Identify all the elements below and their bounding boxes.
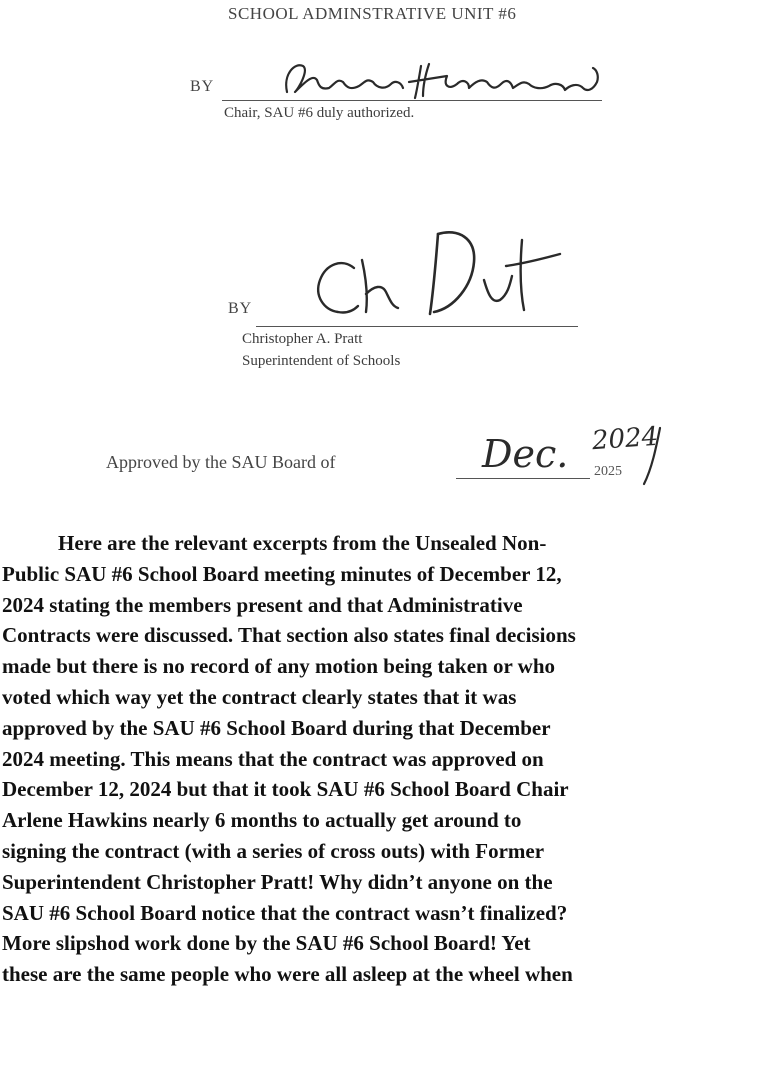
signer2-name: Christopher A. Pratt <box>242 331 363 347</box>
excerpt-line: voted which way yet the contract clearly states that it was <box>2 684 517 709</box>
excerpt-line: signing the contract (with a series of cross outs) with Former <box>2 838 545 863</box>
signer2-title: Superintendent of Schools <box>242 353 401 369</box>
excerpt-line: December 12, 2024 but that it took SAU #6 School Board Chair <box>2 777 569 802</box>
signer2-handwritten-signature <box>262 220 582 330</box>
approval-label: Approved by the SAU Board of <box>106 452 336 472</box>
excerpt-line: Contracts were discussed. That section also states final decisions <box>2 623 576 648</box>
excerpt-line: 2024 meeting. This means that the contract was approved on <box>2 746 544 771</box>
excerpt-line: made but there is no record of any motion being taken or who <box>2 654 556 679</box>
excerpt-line: Here are the relevant excerpts from the Unsealed Non- <box>58 531 547 555</box>
year-strike-mark <box>630 424 670 488</box>
signer1-caption: Chair, SAU #6 duly authorized. <box>224 105 415 121</box>
signer2-by-label: BY <box>228 300 253 317</box>
excerpt-line: Arlene Hawkins nearly 6 months to actually get around to <box>2 808 522 833</box>
excerpt-line: approved by the SAU #6 School Board during that December <box>2 715 551 740</box>
printed-year-crossed: 2025 <box>594 464 622 479</box>
handwritten-year: 2024 <box>591 421 660 457</box>
excerpt-line: SAU #6 School Board notice that the contract wasn’t finalized? <box>2 900 568 925</box>
signer1-by-label: BY <box>190 78 215 95</box>
scanned-signature-page <box>0 0 775 520</box>
document-header: SCHOOL ADMINSTRATIVE UNIT #6 <box>228 4 517 23</box>
signer2-signature-line <box>256 326 578 327</box>
excerpt-line: 2024 stating the members present and that Administrative <box>2 592 523 617</box>
excerpt-line: Public SAU #6 School Board meeting minutes of December 12, <box>2 561 562 586</box>
approval-fill-line <box>456 478 590 479</box>
excerpt-line: these are the same people who were all asleep at the wheel when <box>2 962 573 987</box>
signer1-signature-line <box>222 100 602 101</box>
excerpt-line: More slipshod work done by the SAU #6 School Board! Yet <box>2 931 531 956</box>
excerpt-paragraph <box>0 528 775 990</box>
handwritten-month: Dec. <box>482 432 569 476</box>
excerpt-line: Superintendent Christopher Pratt! Why didn’t anyone on the <box>2 869 553 894</box>
